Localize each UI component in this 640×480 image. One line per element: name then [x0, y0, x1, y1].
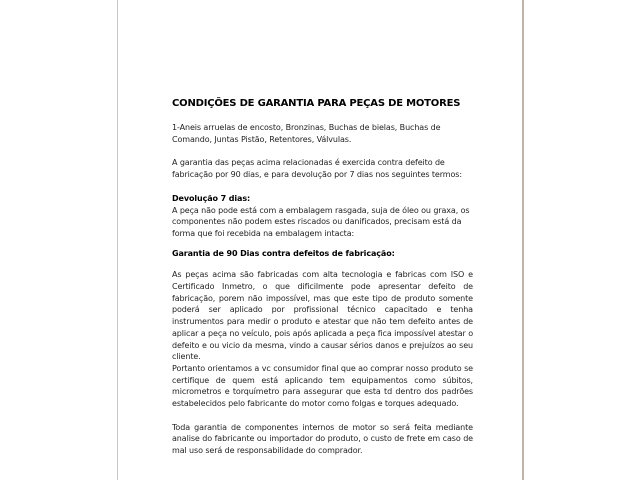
final-note-paragraph: Toda garantia de componentes internos de motor so será feita mediante analise do fabricante ou importador do produto, o custo de frete em caso de mal uso será de responsabilidade do comprador.: [172, 422, 473, 456]
return-policy-paragraph: A peça não pode está com a embalagem rasgada, suja de óleo ou graxa, os componentes não podem estes riscados ou danificados, precisam está da forma que foi recebida na embalagem intacta:: [172, 205, 470, 238]
warranty-terms-paragraph: A garantia das peças acima relacionadas é exercida contra defeito de fabricação por 90 dias, e para devolução por 7 dias nos seguintes termos:: [172, 158, 462, 180]
parts-list-paragraph: 1-Aneis arruelas de encosto, Bronzinas, Buchas de bielas, Buchas de Comando, Juntas Pistão, Retentores, Válvulas.: [172, 123, 441, 144]
document-body: [172, 97, 473, 469]
defect-warranty-heading: Garantia de 90 Dias contra defeitos de fabricação:: [172, 248, 395, 258]
page-right-border-line: [522, 0, 524, 480]
defect-warranty-paragraph-1: As peças acima são fabricadas com alta tecnologia e fabricas com ISO e Certificado Inmetro, o que dificilmente pode apresentar defeito de fabricação, porem não impossível, mas que este tipo de produto somente poderá ser aplicado por profissional técnico capacitado e tenha instrumentos para medir o produto e atestar que não tem defeito antes de aplicar a peça no veículo, pois após aplicada a peça fica impossível atestar o defeito e ou vicio da mesma, vindo a causar sérios danos e prejuízos ao seu cliente.: [172, 270, 473, 362]
defect-warranty-paragraph-2: Portanto orientamos a vc consumidor final que ao comprar nosso produto se certifique de quem está aplicando tem equipamentos como súbitos, micrometros e torquímetro para assegurar que esta td dentro dos padrões estabelecidos pelo fabricante do motor como folgas e torques adequado.: [172, 363, 473, 409]
document-title: CONDIÇÕES DE GARANTIA PARA PEÇAS DE MOTORES: [172, 98, 461, 109]
return-policy-heading: Devolução 7 dias:: [172, 193, 251, 203]
page-left-border-line: [117, 0, 118, 480]
